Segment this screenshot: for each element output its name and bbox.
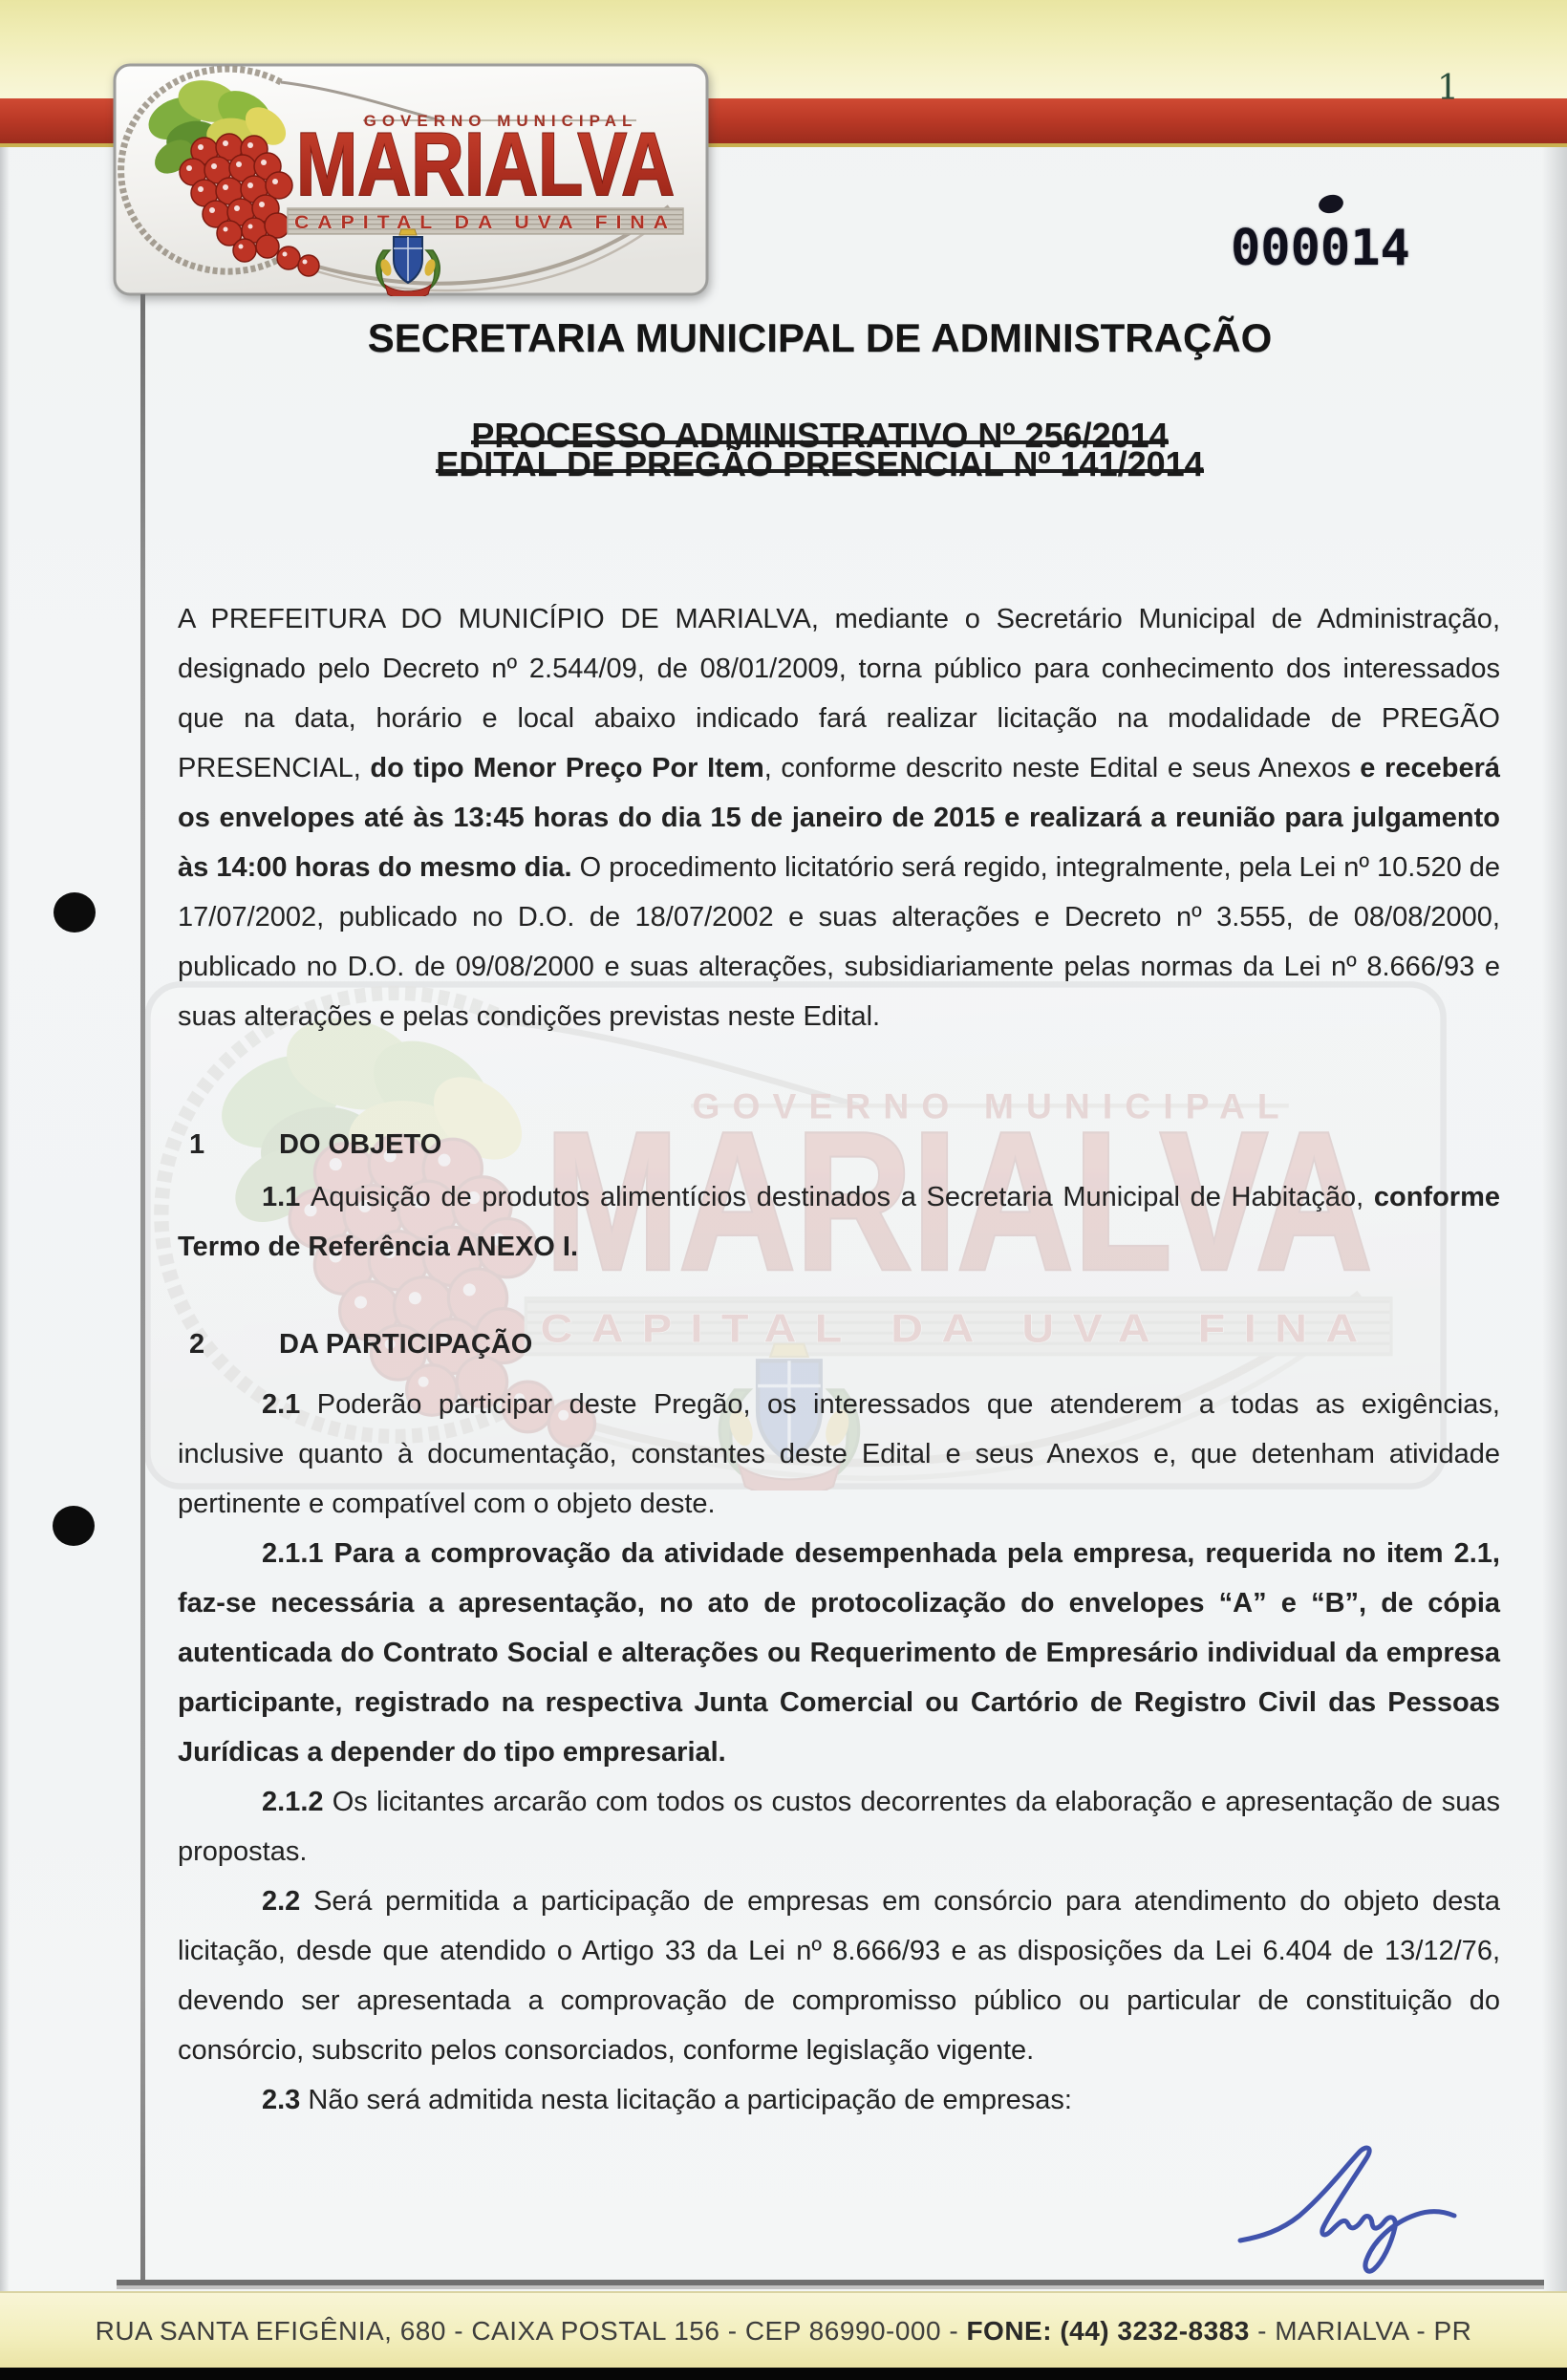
- section-number: 1: [189, 1129, 205, 1160]
- hole-punch-mark: [53, 1506, 95, 1546]
- department-title: SECRETARIA MUNICIPAL DE ADMINISTRAÇÃO: [367, 315, 1273, 360]
- scan-edge-shadow-left: [0, 0, 10, 2380]
- content-left-border: [140, 294, 145, 2284]
- paragraph-segment: Os licitantes arcarão com todos os custos decorrentes da elaboração e apresentação de suas propostas.: [178, 1787, 1500, 1867]
- marialva-logo: [113, 63, 709, 296]
- section-paragraph: [178, 1380, 1500, 1529]
- paragraph-segment: 2.1.1 Para a comprovação da atividade desempenhada pela empresa, requerida no item 2.1, faz-se necessária a apresentação, no ato de protocolização do envelopes “A” e “B”, de cópia autenticada do Contrato Social e alterações ou Requerimento de Empresário individual da empresa participante, registrado na respectiva Junta Comercial ou Cartório de Registro Civil das Pessoas Jurídicas a depender do tipo empresarial.: [178, 1538, 1500, 1768]
- intro-segment: O procedimento licitatório será regido, integralmente, pela Lei nº 10.520 de 17/07/2002, publicado no D.O. de 18/07/2002 e suas alterações e Decreto nº 3.555, de 08/08/2000, publicado no D.O. de 09/08/2000 e suas alterações, subsidiariamente pelas normas da Lei nº 8.666/93 e suas alterações e pelas condições previstas neste Edital.: [178, 852, 1501, 1032]
- paragraph-segment: 2.1.2: [262, 1787, 333, 1817]
- hole-punch-mark: [54, 892, 96, 933]
- section-paragraph: [178, 1777, 1500, 1876]
- page-stamp-number: 000014: [1231, 220, 1410, 277]
- handwritten-signature: [1233, 2145, 1471, 2279]
- section-title: DA PARTICIPAÇÃO: [279, 1329, 533, 1360]
- paragraph-segment: Poderão participar deste Pregão, os interessados que atenderem a todas as exigências, inclusive quanto à documentação, constantes deste Edital e seus Anexos e, que detenham atividade pertinente e compatível com o objeto deste.: [178, 1389, 1500, 1519]
- paragraph-segment: 2.3: [262, 2085, 309, 2115]
- paragraph-segment: 2.2: [262, 1886, 314, 1917]
- section-paragraph: [178, 1876, 1500, 2075]
- section-2: [178, 1319, 1500, 2125]
- scan-edge-shadow-right: [1542, 0, 1567, 2380]
- section-1: [178, 1120, 1500, 1272]
- document-titles: [140, 416, 1500, 493]
- footer-address-band: [0, 2291, 1567, 2369]
- corner-page-number: 1: [1437, 69, 1459, 108]
- content-bottom-border: [117, 2280, 1544, 2285]
- intro-segment: , conforme descrito neste Edital e seus Anexos: [763, 753, 1361, 783]
- ink-blot-mark: [1317, 193, 1344, 216]
- paragraph-segment: Aquisição de produtos alimentícios destinados a Secretaria Municipal de Habitação,: [311, 1182, 1374, 1212]
- edital-pregao-title: EDITAL DE PREGÃO PRESENCIAL Nº 141/2014: [436, 444, 1204, 483]
- paragraph-segment: conforme Termo de Referência ANEXO I.: [178, 1182, 1501, 1262]
- section-heading: [178, 1319, 1500, 1369]
- section-paragraph: [178, 1172, 1500, 1272]
- section-number: 2: [189, 1329, 205, 1360]
- intro-segment: A PREFEITURA DO MUNICÍPIO DE MARIALVA, mediante o Secretário Municipal de Administração, designado pelo Decreto nº 2.544/09, de 08/01/2009, torna público para conhecimento dos interessados que na data, horário e local abaixo indicado fará realizar licitação na modalidade de PREGÃO PRESENCIAL,: [178, 604, 1500, 783]
- document-body: [178, 594, 1500, 2125]
- section-paragraph: [178, 1529, 1500, 1777]
- footer-address: RUA SANTA EFIGÊNIA, 680 - CAIXA POSTAL 156 - CEP 86990-000 - FONE: (44) 3232-8383 - MARIALVA - PR: [95, 2316, 1472, 2346]
- sections: [178, 1120, 1500, 2125]
- intro-segment: e receberá os envelopes até às 13:45 horas do dia 15 de janeiro de 2015 e realizará a reunião para julgamento às 14:00 horas do mesmo dia.: [178, 753, 1500, 883]
- section-paragraph: [178, 2075, 1500, 2125]
- section-heading: [178, 1120, 1500, 1169]
- paragraph-segment: 1.1: [262, 1182, 311, 1212]
- footer-phone: FONE: (44) 3232-8383: [966, 2316, 1250, 2346]
- scan-bottom-strip: [0, 2368, 1567, 2380]
- paragraph-segment: Será permitida a participação de empresas em consórcio para atendimento do objeto desta licitação, desde que atendido o Artigo 33 da Lei nº 8.666/93 e as disposições da Lei 6.404 de 13/12/76, devendo ser apresentada a comprovação de compromisso público ou particular de constituição do consórcio, subscrito pelos consorciados, conforme legislação vigente.: [178, 1886, 1500, 2066]
- intro-paragraph: [178, 594, 1500, 1041]
- paragraph-segment: 2.1: [262, 1389, 317, 1420]
- section-title: DO OBJETO: [279, 1129, 442, 1160]
- processo-administrativo-title: PROCESSO ADMINISTRATIVO Nº 256/2014: [471, 416, 1169, 455]
- paragraph-segment: Não será admitida nesta licitação a participação de empresas:: [308, 2085, 1072, 2115]
- intro-segment: do tipo Menor Preço Por Item: [370, 753, 764, 783]
